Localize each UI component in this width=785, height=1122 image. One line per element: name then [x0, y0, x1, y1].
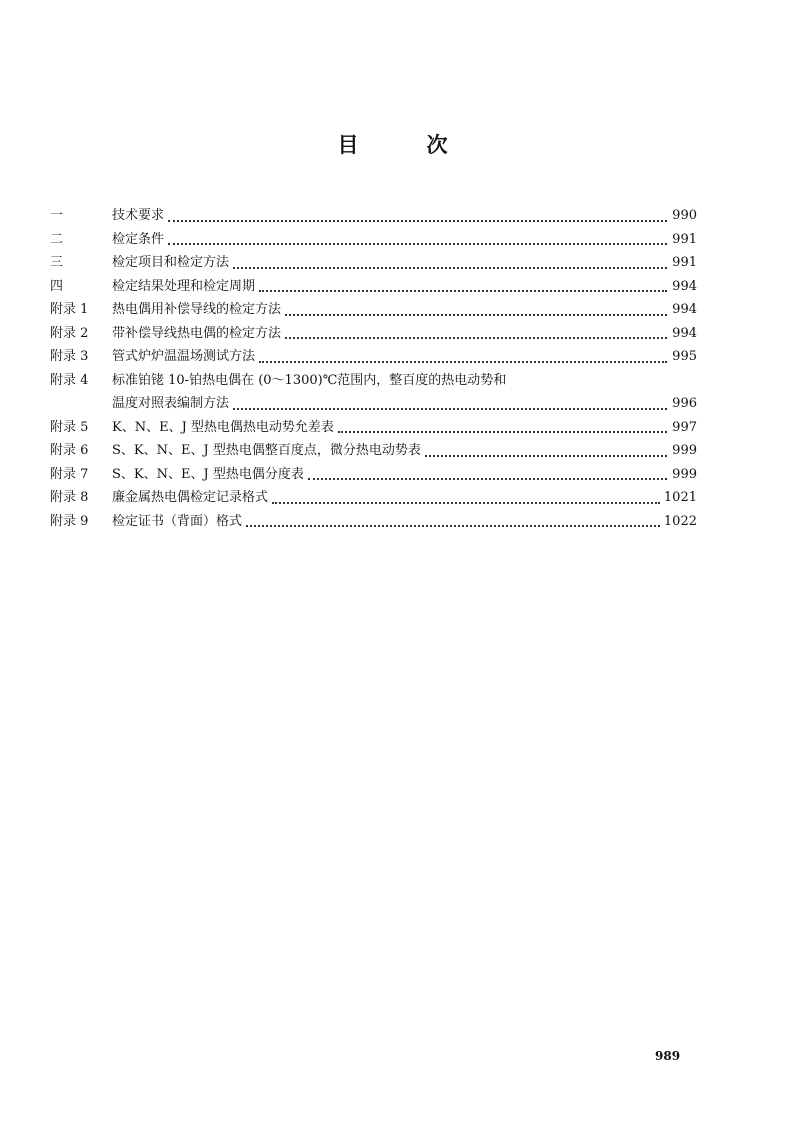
- toc-page: 991: [672, 255, 697, 270]
- dot-leader: [425, 453, 667, 457]
- toc-entry-continuation[interactable]: [50, 392, 697, 416]
- toc-entry[interactable]: [50, 510, 697, 534]
- toc-entry[interactable]: [50, 369, 697, 393]
- dot-leader: [285, 312, 667, 316]
- toc-page: 995: [672, 349, 697, 364]
- toc-number: 一: [50, 208, 64, 223]
- toc-number: 四: [50, 278, 64, 294]
- page-title: [0, 129, 785, 159]
- table-of-contents: [50, 204, 697, 533]
- toc-page: 996: [672, 396, 697, 411]
- toc-entry[interactable]: [50, 298, 697, 322]
- toc-page: 999: [672, 466, 697, 482]
- dot-leader: [338, 429, 667, 433]
- toc-page: 994: [672, 302, 697, 317]
- toc-entry[interactable]: [50, 486, 697, 510]
- toc-entry[interactable]: [50, 439, 697, 463]
- toc-number: 附录 8: [50, 490, 89, 505]
- toc-number: 三: [50, 255, 64, 270]
- dot-leader: [168, 218, 667, 222]
- toc-label: 廉金属热电偶检定记录格式: [112, 490, 269, 505]
- dot-leader: [233, 406, 667, 410]
- toc-page: 999: [672, 443, 697, 458]
- toc-label: 管式炉炉温温场测试方法: [112, 349, 256, 364]
- toc-label: 检定证书（背面）格式: [112, 513, 243, 529]
- toc-number: 附录 7: [50, 466, 89, 482]
- toc-number: 附录 6: [50, 443, 89, 458]
- toc-label: 标准铂铑 10-铂热电偶在 (0～1300)℃范围内，整百度的热电动势和: [112, 372, 507, 388]
- toc-entry[interactable]: [50, 322, 697, 346]
- toc-label: 检定结果处理和检定周期: [112, 278, 256, 294]
- toc-number: 附录 4: [50, 372, 89, 388]
- toc-label: 带补偿导线热电偶的检定方法: [112, 325, 282, 341]
- toc-page: 991: [672, 231, 697, 247]
- toc-number: 附录 1: [50, 302, 89, 317]
- toc-number: 附录 2: [50, 325, 89, 341]
- dot-leader: [308, 476, 667, 480]
- toc-entry[interactable]: [50, 204, 697, 228]
- title-char-2: 次: [426, 133, 448, 157]
- toc-entry[interactable]: [50, 463, 697, 487]
- toc-number: 附录 3: [50, 349, 89, 364]
- page-number: 989: [655, 1049, 681, 1063]
- toc-label: K、N、E、J 型热电偶热电动势允差表: [112, 419, 334, 435]
- toc-entry[interactable]: [50, 345, 697, 369]
- toc-page: 994: [672, 325, 697, 341]
- toc-label: 检定条件: [112, 231, 165, 247]
- toc-label: 检定项目和检定方法: [112, 255, 230, 270]
- toc-entry[interactable]: [50, 228, 697, 252]
- dot-leader: [246, 523, 660, 527]
- toc-entry[interactable]: [50, 416, 697, 440]
- toc-page: 994: [672, 278, 697, 294]
- toc-number: 二: [50, 231, 64, 247]
- toc-label: S、K、N、E、J 型热电偶分度表: [112, 466, 304, 482]
- toc-page: 1021: [663, 490, 697, 505]
- toc-label: 热电偶用补偿导线的检定方法: [112, 302, 282, 317]
- dot-leader: [233, 265, 667, 269]
- toc-number: 附录 5: [50, 419, 89, 435]
- toc-label: 温度对照表编制方法: [112, 396, 230, 411]
- dot-leader: [272, 500, 660, 504]
- toc-entry[interactable]: [50, 251, 697, 275]
- dot-leader: [259, 359, 667, 363]
- dot-leader: [168, 241, 667, 245]
- toc-page: 997: [672, 419, 697, 435]
- dot-leader: [285, 335, 667, 339]
- dot-leader: [259, 288, 667, 292]
- toc-entry[interactable]: [50, 275, 697, 299]
- toc-number: 附录 9: [50, 513, 89, 529]
- title-char-1: 目: [337, 133, 359, 157]
- toc-page: 1022: [663, 513, 697, 529]
- toc-label: S、K、N、E、J 型热电偶整百度点，微分热电动势表: [112, 443, 421, 458]
- toc-label: 技术要求: [112, 208, 165, 223]
- toc-page: 990: [672, 208, 697, 223]
